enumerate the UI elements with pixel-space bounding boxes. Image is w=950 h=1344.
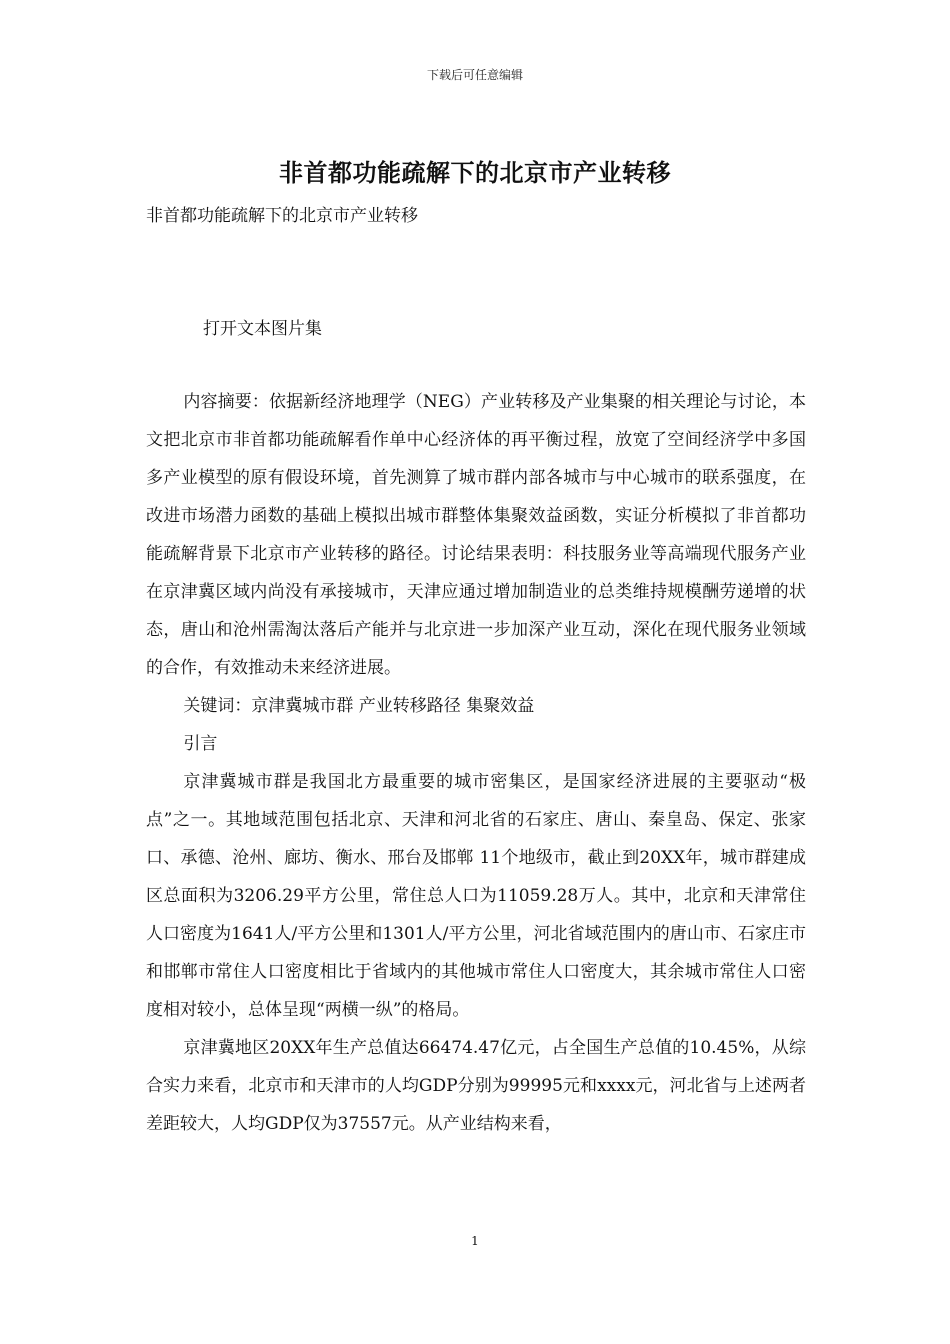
body-paragraph: 京津冀地区20XX年生产总值达66474.47亿元，占全国生产总值的10.45%，从综合实力来看，北京市和天津市的人均GDP分别为99995元和xxxx元，河北省与上述两者差距较大，人均GDP仅为37557元。从产业结构来看， [146, 1038, 806, 1134]
introduction-heading: 引言 [183, 734, 218, 754]
abstract-paragraph: 内容摘要：依据新经济地理学（NEG）产业转移及产业集聚的相关理论与讨论，本文把北京市非首都功能疏解看作单中心经济体的再平衡过程，放宽了空间经济学中多国多产业模型的原有假设环境，首先测算了城市群内部各城市与中心城市的联系强度，在改进市场潜力函数的基础上模拟出城市群整体集聚效益函数，实证分析模拟了非首都功能疏解背景下北京市产业转移的路径。讨论结果表明：科技服务业等高端现代服务产业在京津冀区域内尚没有承接城市，天津应通过增加制造业的总类维持规模酬劳递增的状态，唐山和沧州需淘汰落后产能并与北京进一步加深产业互动，深化在现代服务业领域的合作，有效推动未来经济进展。 [146, 392, 806, 678]
open-image-gallery-link[interactable]: 打开文本图片集 [203, 319, 322, 339]
page-number: 1 [471, 1234, 479, 1248]
document-subtitle: 非首都功能疏解下的北京市产业转移 [146, 206, 418, 226]
body-text [146, 383, 806, 1143]
page-header: 下载后可任意编辑 [426, 68, 523, 82]
body-paragraph: 京津冀城市群是我国北方最重要的城市密集区，是国家经济进展的主要驱动“极点”之一。其地域范围包括北京、天津和河北省的石家庄、唐山、秦皇岛、保定、张家口、承德、沧州、廊坊、衡水、邢台及邯郸 11个地级市，截止到20XX年，城市群建成区总面积为3206.29平方公里，常住总人口为11059.28万人。其中，北京和天津常住人口密度为1641人/平方公里和1301人/平方公里，河北省域范围内的唐山市、石家庄市和邯郸市常住人口密度相比于省域内的其他城市常住人口密度大，其余城市常住人口密度相对较小，总体呈现“两横一纵”的格局。 [146, 772, 806, 1020]
keywords-paragraph: 关键词：京津冀城市群 产业转移路径 集聚效益 [183, 696, 535, 716]
document-title: 非首都功能疏解下的北京市产业转移 [279, 159, 671, 187]
